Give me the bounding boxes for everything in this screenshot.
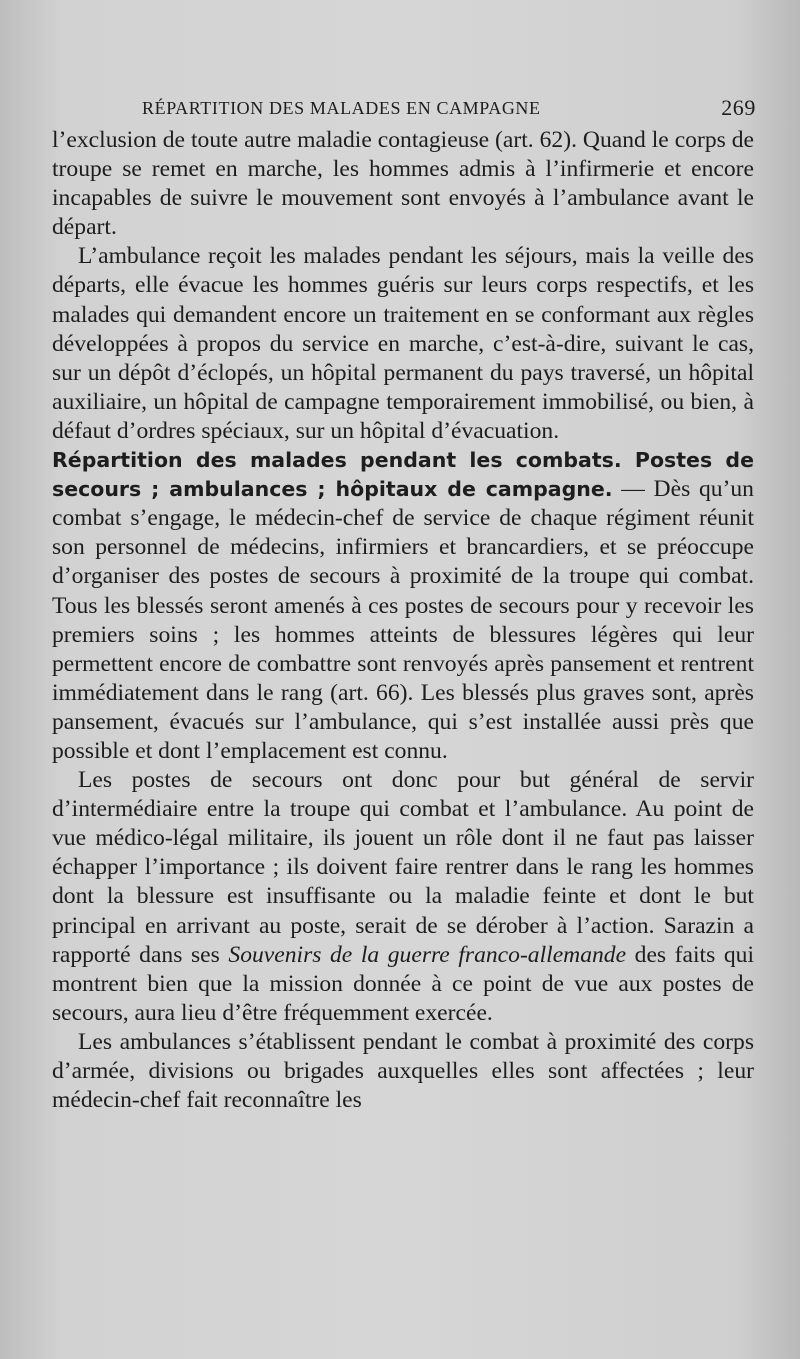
paragraph-text: Les postes de secours ont donc pour but général de servir d’intermédiaire entre la troupe qui combat et l’ambulance. Au point de vue médico-légal militaire, ils jouent un rôle dont il ne faut pas laisser échapper l’importance ; ils doivent faire rentrer dans le rang les hommes dont la blessure est insuffisante ou la maladie feinte et dont le but principal en arrivant au poste, serait de se dérober à l’action. Sarazin a rapporté dans ses [52, 767, 754, 968]
body-text [52, 126, 754, 1115]
page-number: 269 [721, 95, 756, 120]
paragraph-postes-de-secours [52, 766, 754, 1028]
running-head [52, 92, 754, 126]
paragraph-text: l’exclusion de toute autre maladie contagieuse (art. 62). Quand le corps de troupe se remet en marche, les hommes admis à l’infirmerie et encore incapables de suivre le mouvement sont envoyés à l’ambulance avant le départ. [52, 127, 754, 241]
paragraph-combats [52, 446, 754, 766]
running-title: RÉPARTITION DES MALADES EN CAMPAGNE [142, 98, 541, 118]
book-page [52, 92, 754, 1115]
paragraph-text: L’ambulance reçoit les malades pendant les séjours, mais la veille des départs, elle évacue les hommes guéris sur leurs corps respectifs, et les malades qui demandent encore un traitement en se conformant aux règles développées à propos du service en marche, c’est-à-dire, suivant le cas, sur un dépôt d’éclopés, un hôpital permanent du pays traversé, un hôpital auxiliaire, un hôpital de campagne temporairement immobilisé, ou bien, à défaut d’ordres spéciaux, sur un hôpital d’évacuation. [52, 243, 754, 444]
paragraph-ambulances-combat [52, 1028, 754, 1115]
paragraph-text: — Dès qu’un combat s’engage, le médecin-chef de service de chaque régiment réunit son personnel de médecins, infirmiers et brancardiers, et se préoccupe d’organiser des postes de secours à proximité de la troupe qui combat. Tous les blessés seront amenés à ces postes de secours pour y recevoir les premiers soins ; les hommes atteints de blessures légères qui leur permettent encore de combattre sont renvoyés après pansement et rentrent immédiatement dans le rang (art. 66). Les blessés plus graves sont, après pansement, évacués sur l’ambulance, qui s’est installée aussi près que possible et dont l’emplacement est connu. [52, 476, 754, 764]
paragraph-text: des faits qui montrent bien que la mission donnée à ce point de vue aux postes de secours, aura lieu d’être fréquemment exercée. [52, 941, 755, 1026]
paragraph-continuation [52, 126, 754, 242]
paragraph-text: Les ambulances s’établissent pendant le combat à proximité des corps d’armée, divisions ou brigades auxquelles elles sont affectées ; leur médecin-chef fait reconnaître les [52, 1028, 754, 1114]
paragraph-ambulance-sejours [52, 242, 754, 446]
section-heading: Répartition des malades pendant les combats. Postes de secours ; ambulances ; hôpitaux de campagne. [52, 448, 754, 502]
book-title-reference: Souvenirs de la guerre franco-allemande [228, 941, 627, 968]
